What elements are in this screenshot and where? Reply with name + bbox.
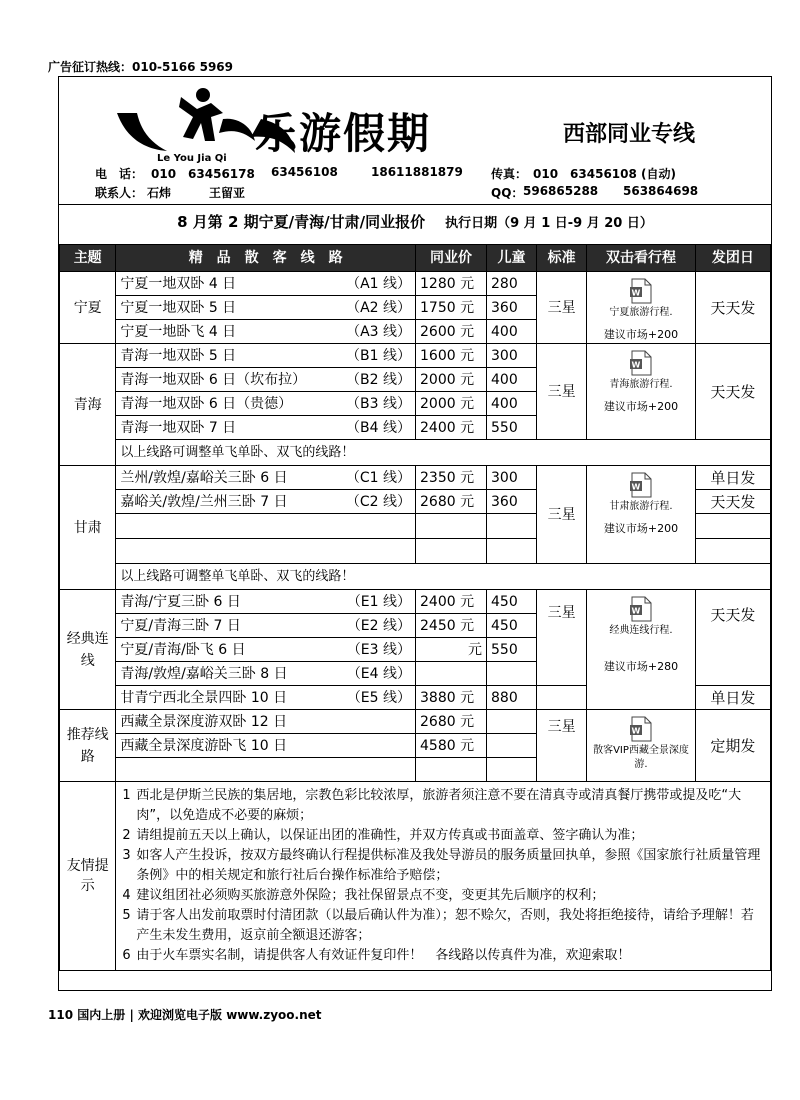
footer-slogan: 欢迎浏览电子版 www.zyoo.net: [138, 1008, 322, 1022]
svg-text:W: W: [631, 606, 641, 616]
issue-title: [59, 205, 771, 245]
tip-item: [122, 846, 764, 886]
route-code: （C2 线）: [345, 493, 412, 510]
contact-person-2: 王留亚: [209, 186, 246, 200]
theme-qinghai: 青海: [60, 344, 116, 466]
empty-cell: [695, 514, 770, 539]
departure-gansu-c1: 单日发: [695, 466, 770, 490]
route-code: （C1 线）: [345, 469, 412, 486]
child-price: 550: [487, 416, 537, 440]
trade-price: 2350 元: [416, 466, 487, 490]
route-code: （A1 线）: [346, 275, 412, 292]
table-row: [60, 344, 771, 368]
trade-price: 2000 元: [416, 392, 487, 416]
empty-cell: [116, 539, 416, 564]
child-price: 400: [487, 368, 537, 392]
route-name: 青海一地双卧 5 日: [120, 347, 237, 364]
word-document-icon: [629, 472, 653, 498]
trade-price: [416, 662, 487, 686]
tip-item: [122, 826, 764, 846]
tip-number: 2: [122, 828, 131, 843]
trade-price: 2400 元: [416, 416, 487, 440]
child-price: 550: [487, 638, 537, 662]
theme-recommend: 推荐线路: [60, 710, 116, 782]
route-price-table: [59, 244, 771, 971]
departure-recommend: 定期发: [695, 710, 770, 782]
tip-item: [122, 906, 764, 946]
empty-cell: [487, 758, 537, 782]
route-note: 以上线路可调整单飞单卧、双飞的线路！: [116, 564, 771, 590]
child-price: 450: [487, 590, 537, 614]
tip-number: 1: [122, 788, 131, 803]
header-standard: 标准: [537, 245, 587, 272]
fax-label: 传真：: [491, 167, 528, 181]
route-name: 西藏全景深度游卧飞 10 日: [120, 737, 288, 754]
table-row: [60, 466, 771, 490]
table-row: [60, 710, 771, 734]
theme-classic: 经典连线: [60, 590, 116, 710]
itinerary-doc-name: 宁夏旅游行程.: [609, 307, 673, 318]
standard-recommend: 三星: [537, 710, 587, 782]
table-header-row: [60, 245, 771, 272]
route-name: 西藏全景深度游双卧 12 日: [120, 713, 288, 730]
itinerary-doc-name: 青海旅游行程.: [609, 379, 673, 390]
tip-number: 4: [122, 888, 131, 903]
brand-name: 乐游假期: [255, 109, 432, 158]
contact-person-label: 联系人：: [95, 186, 144, 200]
table-row: [60, 272, 771, 296]
header: [59, 77, 771, 205]
child-price: [487, 710, 537, 734]
standard-classic: 三星: [537, 590, 587, 686]
child-price: 300: [487, 466, 537, 490]
itinerary-doc-name: 甘肃旅游行程.: [609, 501, 673, 512]
route-name: 青海一地双卧 6 日（贵德）: [120, 395, 293, 412]
route-name: 甘青宁西北全景四卧 10 日: [120, 689, 288, 706]
qq-label: QQ：: [491, 186, 524, 200]
route-code: （A3 线）: [346, 323, 412, 340]
empty-cell: [416, 758, 487, 782]
itinerary-doc-classic[interactable]: [587, 590, 696, 710]
tip-text: 请组提前五天以上确认，以保证出团的准确性，并双方传真或书面盖章、签字确认为准；: [136, 828, 644, 843]
tip-text: 建议组团社必须购买旅游意外保险；我社保留景点不变，变更其先后顺序的权利；: [136, 888, 605, 903]
tips-row: [60, 782, 771, 971]
theme-ningxia: 宁夏: [60, 272, 116, 344]
phone-2: 63456108: [271, 165, 338, 179]
price-sheet: [58, 76, 772, 991]
empty-cell: [416, 539, 487, 564]
trade-price: 4580 元: [416, 734, 487, 758]
empty-cell: [537, 686, 587, 710]
route-code: （E3 线）: [346, 641, 412, 658]
route-code: （B1 线）: [346, 347, 412, 364]
trade-price: 2680 元: [416, 490, 487, 514]
tips-content: [116, 782, 771, 971]
tip-text: 请于客人出发前取票时付清团款（以最后确认件为准）；恕不赊欠，否则，我处将拒绝接待，请给予理解！若产生未发生费用，返京前全额退还游客；: [136, 908, 754, 943]
trade-price: 2000 元: [416, 368, 487, 392]
itinerary-doc-ningxia[interactable]: [587, 272, 696, 344]
phone-1: 010 63456178: [151, 167, 255, 181]
route-name: 宁夏/青海三卧 7 日: [120, 617, 241, 634]
tip-text: 西北是伊斯兰民族的集居地，宗教色彩比较浓厚，旅游者须注意不要在清真寺或清真餐厅携带或提及吃“大肉”，以免造成不必要的麻烦；: [136, 788, 742, 823]
ad-hotline: 广告征订热线：010-5166 5969: [48, 60, 234, 74]
execution-date: 执行日期（9 月 1 日-9 月 20 日）: [445, 216, 653, 231]
qq-2: 563864698: [623, 184, 699, 198]
tip-text: 如客人产生投诉，按双方最终确认行程提供标准及我处导游员的服务质量回执单，参照《国家旅行社质量管理条例》中的相关规定和旅行社后台操作标准给予赔偿；: [136, 848, 761, 883]
child-price: [487, 734, 537, 758]
footer-section: 国内上册: [77, 1008, 126, 1022]
suggested-market: 建议市场+200: [603, 400, 679, 413]
child-price: 400: [487, 392, 537, 416]
route-code: （B4 线）: [346, 419, 412, 436]
trade-price: 2680 元: [416, 710, 487, 734]
header-price: 同业价: [416, 245, 487, 272]
child-price: 360: [487, 490, 537, 514]
standard-qinghai: 三星: [537, 344, 587, 440]
route-code: （B3 线）: [346, 395, 412, 412]
route-name: 宁夏一地双卧 5 日: [120, 299, 237, 316]
theme-gansu: 甘肃: [60, 466, 116, 590]
child-price: 300: [487, 344, 537, 368]
header-itinerary: 双击看行程: [587, 245, 696, 272]
child-price: 450: [487, 614, 537, 638]
trade-price: 3880 元: [416, 686, 487, 710]
tip-item: [122, 886, 764, 906]
route-code: （E4 线）: [346, 665, 412, 682]
svg-text:W: W: [631, 288, 641, 298]
tip-number: 3: [122, 848, 131, 863]
logo-text: Le You Jia Qi: [157, 153, 227, 164]
trade-price: 1750 元: [416, 296, 487, 320]
empty-cell: [695, 539, 770, 564]
table-row: [60, 440, 771, 466]
table-row: [60, 590, 771, 614]
empty-cell: [487, 539, 537, 564]
route-code: （E1 线）: [346, 593, 412, 610]
route-name: 兰州/敦煌/嘉峪关三卧 6 日: [120, 469, 288, 486]
header-route: 精 品 散 客 线 路: [116, 245, 416, 272]
route-name: 青海一地双卧 6 日（坎布拉）: [120, 371, 307, 388]
page-footer: 110 国内上册 | 欢迎浏览电子版 www.zyoo.net: [48, 1008, 322, 1022]
itinerary-doc-name: 散客VIP西藏全景深度游.: [593, 745, 689, 770]
departure-classic: 天天发: [695, 590, 770, 686]
tip-number: 6: [122, 948, 131, 963]
empty-cell: [116, 758, 416, 782]
empty-cell: [487, 514, 537, 539]
route-code: （A2 线）: [346, 299, 412, 316]
departure-classic-e5: 单日发: [695, 686, 770, 710]
trade-price: 1280 元: [416, 272, 487, 296]
child-price: 400: [487, 320, 537, 344]
phone-3: 18611881879: [371, 165, 463, 179]
suggested-market: 建议市场+200: [603, 522, 679, 535]
page-number: 110: [48, 1008, 74, 1022]
trade-price: 2600 元: [416, 320, 487, 344]
child-price: 280: [487, 272, 537, 296]
route-code: （E5 线）: [346, 689, 412, 706]
itinerary-doc-qinghai[interactable]: [587, 344, 696, 440]
word-document-icon: [629, 350, 653, 376]
trade-price: 2400 元: [416, 590, 487, 614]
tip-item: [122, 786, 764, 826]
route-name: 青海/宁夏三卧 6 日: [120, 593, 241, 610]
route-name: 宁夏一地卧飞 4 日: [120, 323, 237, 340]
route-note: 以上线路可调整单飞单卧、双飞的线路！: [116, 440, 771, 466]
empty-cell: [416, 514, 487, 539]
fax-number: 010 63456108 (自动): [533, 167, 676, 181]
svg-text:W: W: [631, 726, 641, 736]
departure-qinghai: 天天发: [695, 344, 770, 440]
trade-price: 元: [416, 638, 487, 662]
route-name: 宁夏一地双卧 4 日: [120, 275, 237, 292]
itinerary-doc-gansu[interactable]: [587, 466, 696, 564]
brand-subtitle: 西部同业专线: [563, 121, 696, 147]
route-name: 青海/敦煌/嘉峪关三卧 8 日: [120, 665, 288, 682]
route-name: 青海一地双卧 7 日: [120, 419, 237, 436]
departure-gansu-c2: 天天发: [695, 490, 770, 514]
route-name: 嘉峪关/敦煌/兰州三卧 7 日: [120, 493, 288, 510]
tip-number: 5: [122, 908, 131, 923]
qq-1: 596865288: [523, 184, 599, 198]
trade-price: 1600 元: [416, 344, 487, 368]
word-document-icon: [629, 596, 653, 622]
word-document-icon: [629, 278, 653, 304]
child-price: 360: [487, 296, 537, 320]
svg-text:W: W: [631, 482, 641, 492]
svg-text:W: W: [631, 360, 641, 370]
phone-label: 电 话：: [95, 167, 144, 181]
itinerary-doc-name: 经典连线行程.: [609, 625, 673, 636]
departure-ningxia: 天天发: [695, 272, 770, 344]
route-name: 宁夏/青海/卧飞 6 日: [120, 641, 246, 658]
tip-item: [122, 946, 764, 966]
child-price: 880: [487, 686, 537, 710]
issue-title-text: 8 月第 2 期宁夏/青海/甘肃/同业报价: [177, 213, 426, 231]
route-code: （E2 线）: [346, 617, 412, 634]
tip-text: 由于火车票实名制，请提供客人有效证件复印件！ 各线路以传真件为准，欢迎索取！: [136, 948, 631, 963]
route-code: （B2 线）: [346, 371, 412, 388]
empty-cell: [116, 514, 416, 539]
trade-price: 2450 元: [416, 614, 487, 638]
itinerary-doc-recommend[interactable]: [587, 710, 696, 782]
suggested-market: 建议市场+200: [603, 328, 679, 341]
contact-person-1: 石炜: [147, 186, 172, 200]
word-document-icon: [629, 716, 653, 742]
suggested-market: 建议市场+280: [603, 660, 679, 673]
table-row: [60, 564, 771, 590]
child-price: [487, 662, 537, 686]
tips-label: 友情提示: [60, 782, 116, 971]
header-departure: 发团日: [695, 245, 770, 272]
standard-gansu: 三星: [537, 466, 587, 564]
standard-ningxia: 三星: [537, 272, 587, 344]
header-theme: 主题: [60, 245, 116, 272]
header-child: 儿童: [487, 245, 537, 272]
